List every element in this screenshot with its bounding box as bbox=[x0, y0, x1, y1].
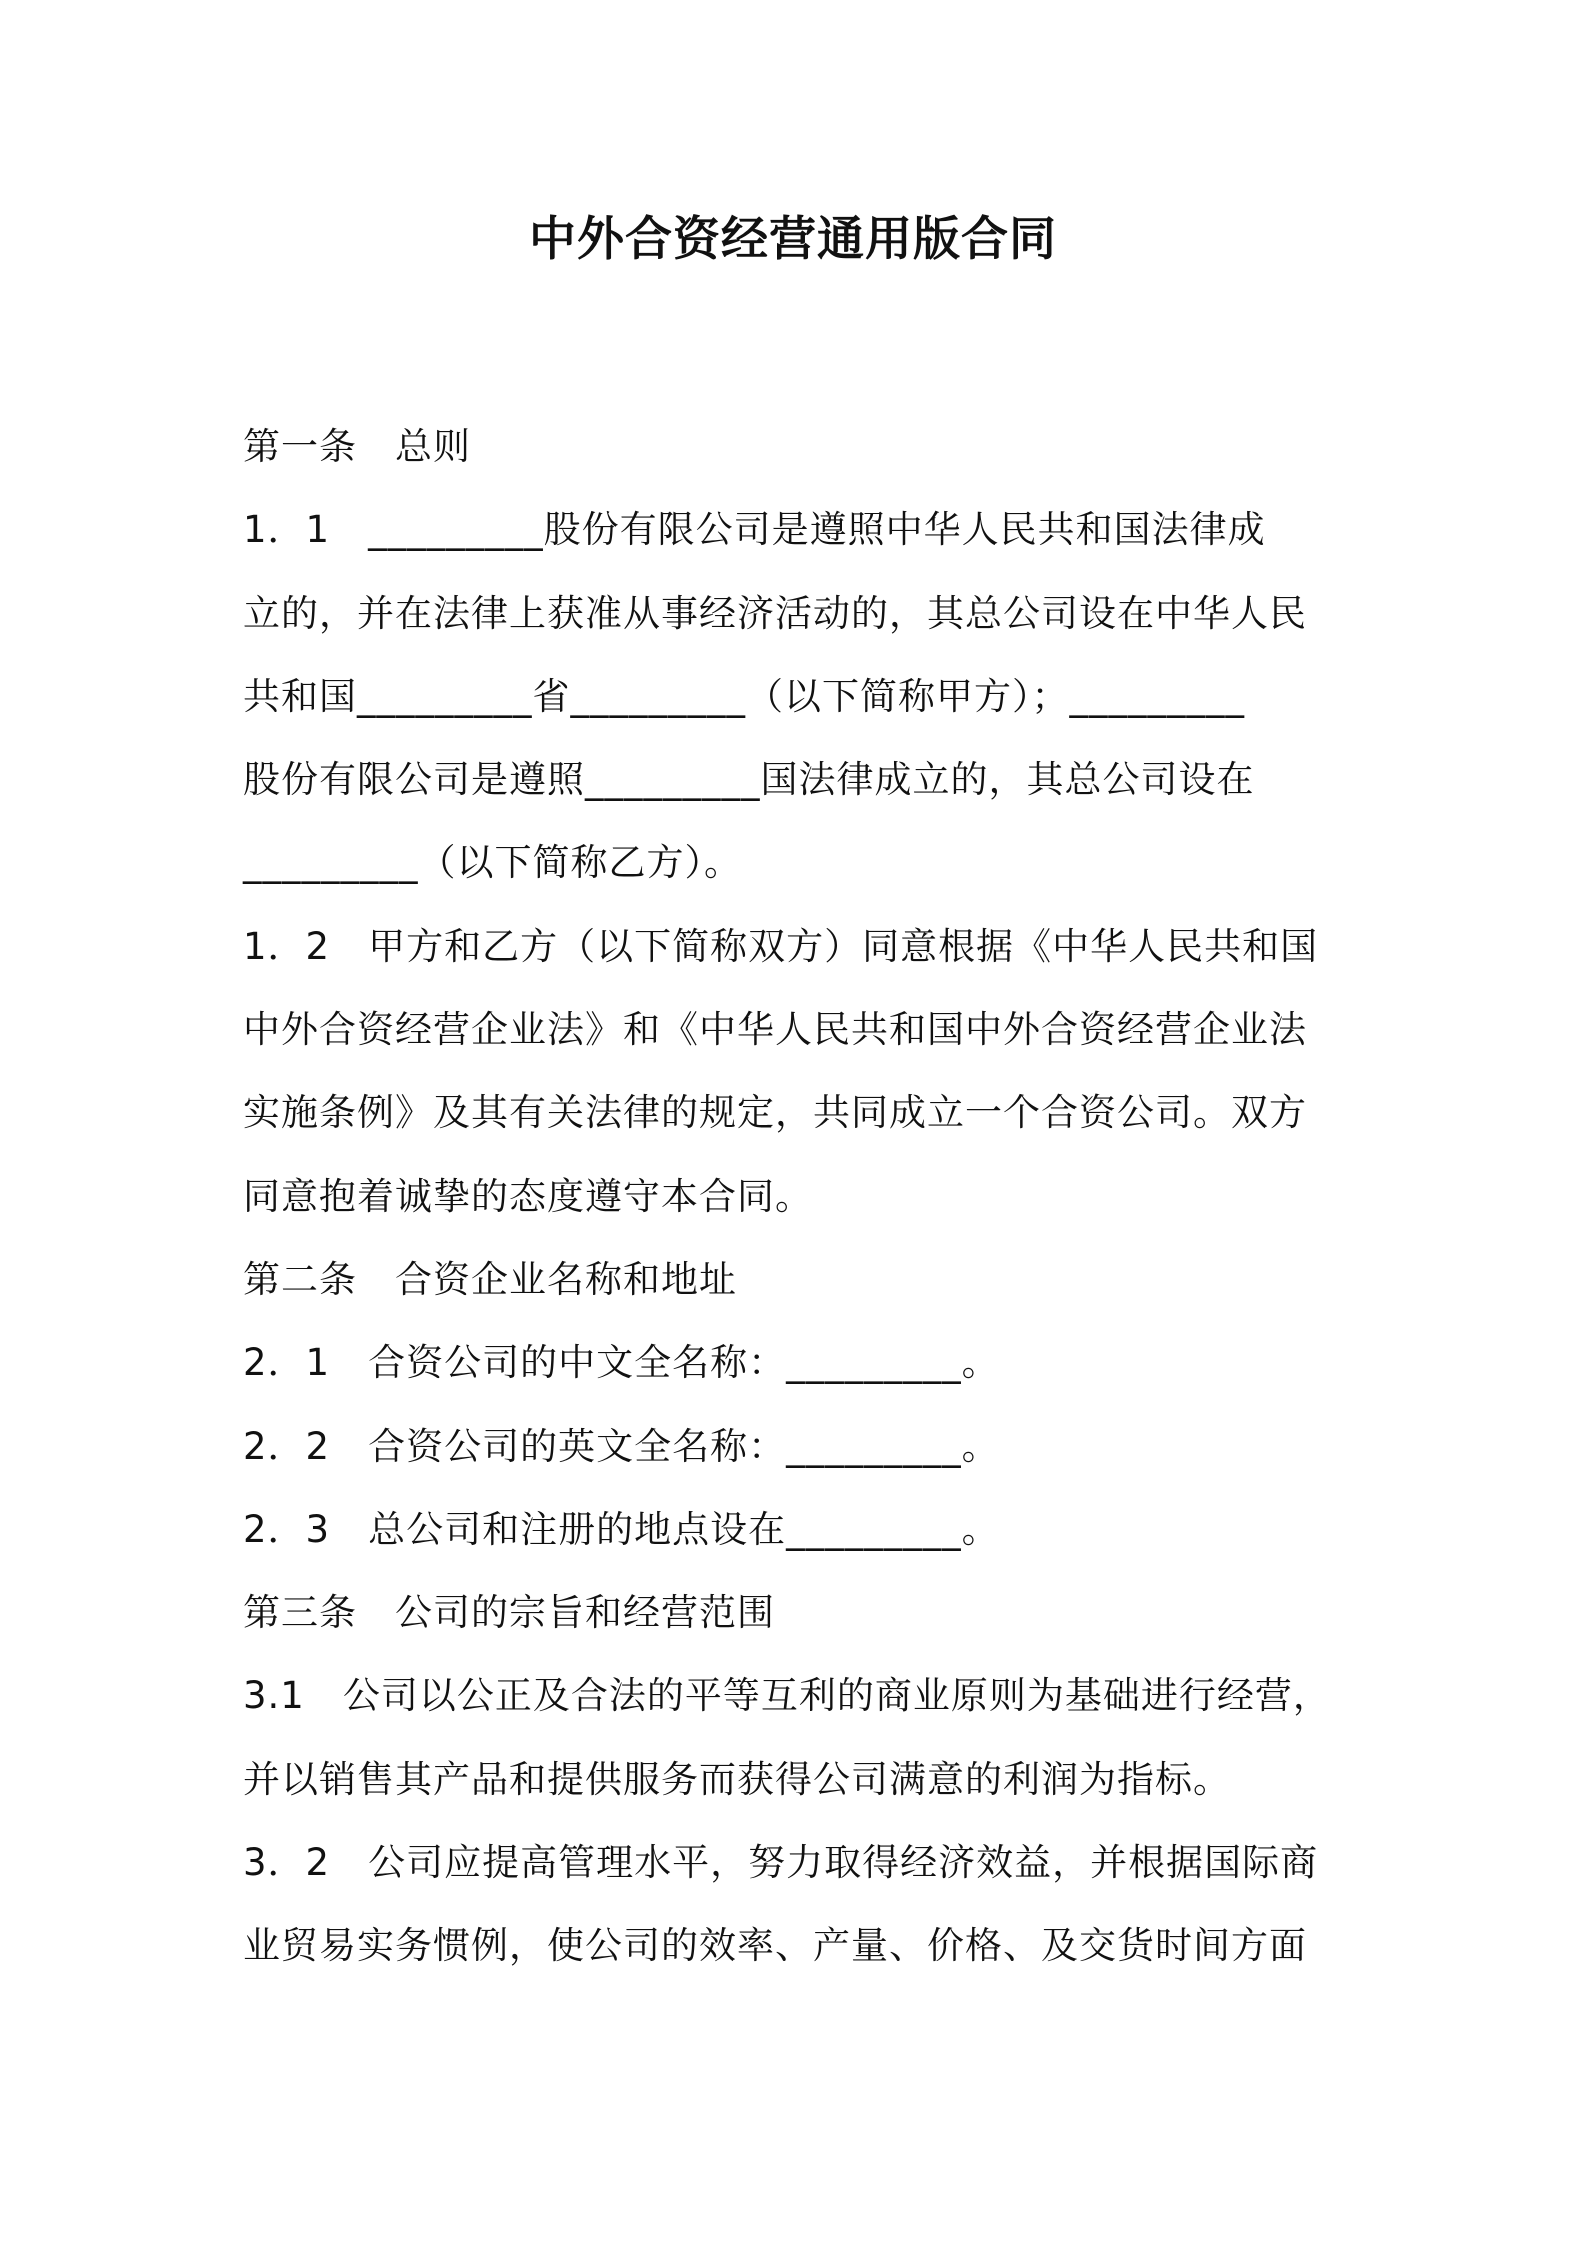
body-line: 2．3 总公司和注册的地点设在_________。 bbox=[243, 1507, 1000, 1551]
body-line: 1．2 甲方和乙方（以下简称双方）同意根据《中华人民共和国 bbox=[243, 924, 1319, 968]
document-body bbox=[243, 405, 1353, 1988]
section-heading-1: 第一条 总则 bbox=[243, 425, 471, 468]
body-line: 同意抱着诚挚的态度遵守本合同。 bbox=[243, 1174, 813, 1218]
body-line: 实施条例》及其有关法律的规定，共同成立一个合资公司。双方 bbox=[243, 1091, 1307, 1135]
body-line: 3．2 公司应提高管理水平，努力取得经济效益，并根据国际商 bbox=[243, 1841, 1319, 1885]
body-line: 1．1 _________股份有限公司是遵照中华人民共和国法律成 bbox=[243, 508, 1266, 552]
body-line: 共和国_________省_________（以下简称甲方）；_________ bbox=[243, 674, 1245, 718]
body-line: 并以销售其产品和提供服务而获得公司满意的利润为指标。 bbox=[243, 1757, 1231, 1801]
body-line: 立的，并在法律上获准从事经济活动的，其总公司设在中华人民 bbox=[243, 591, 1307, 635]
document-title: 中外合资经营通用版合同 bbox=[529, 212, 1057, 267]
body-line: 2．2 合资公司的英文全名称：_________。 bbox=[243, 1424, 1000, 1468]
body-line: 中外合资经营企业法》和《中华人民共和国中外合资经营企业法 bbox=[243, 1008, 1307, 1052]
section-heading-2: 第二条 合资企业名称和地址 bbox=[243, 1257, 737, 1301]
body-line: 业贸易实务惯例，使公司的效率、产量、价格、及交货时间方面 bbox=[243, 1924, 1307, 1968]
section-heading-3: 第三条 公司的宗旨和经营范围 bbox=[243, 1591, 775, 1635]
body-line: 股份有限公司是遵照_________国法律成立的，其总公司设在 bbox=[243, 758, 1255, 802]
body-line: _________（以下简称乙方）。 bbox=[243, 841, 742, 885]
body-line: 2．1 合资公司的中文全名称：_________。 bbox=[243, 1341, 1000, 1385]
body-line: 3.1 公司以公正及合法的平等互利的商业原则为基础进行经营， bbox=[243, 1674, 1331, 1718]
